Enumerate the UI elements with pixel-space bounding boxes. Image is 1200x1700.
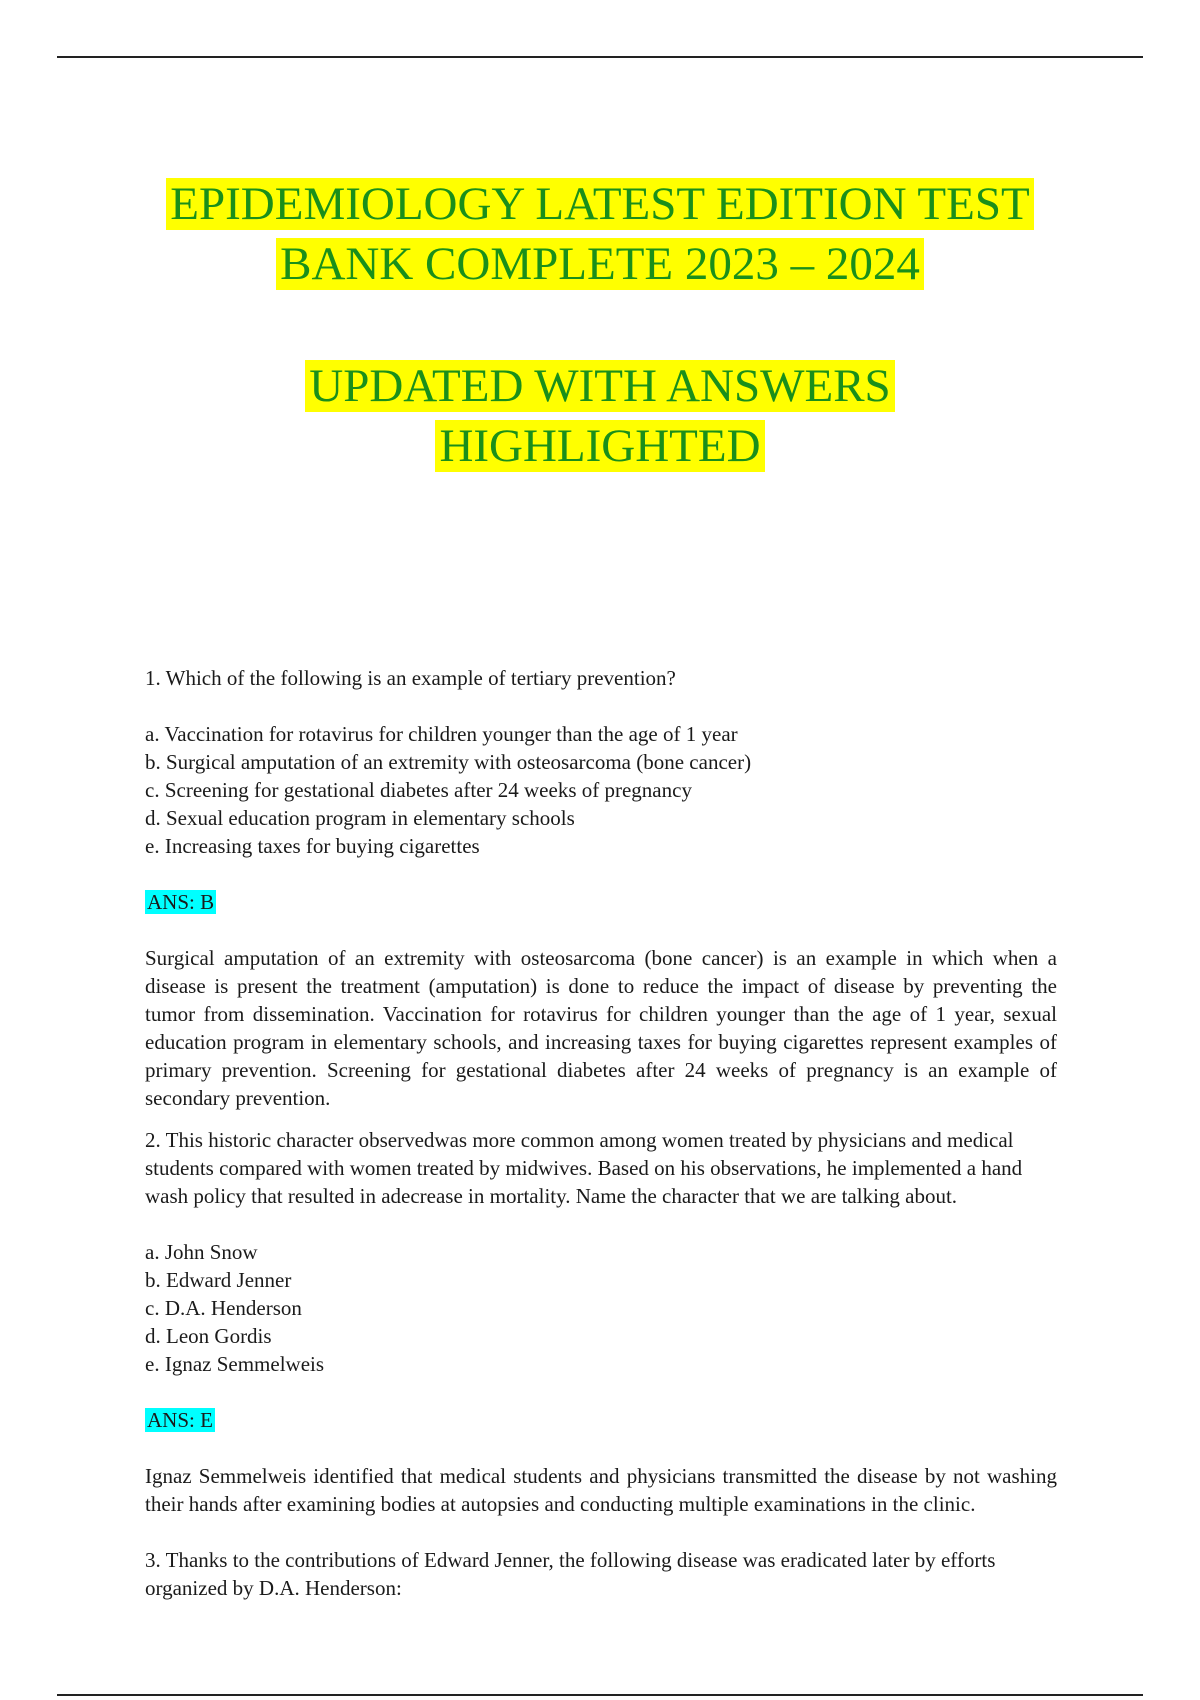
- answer-badge: ANS: B: [147, 890, 215, 914]
- option-c: c. Screening for gestational diabetes after 24 weeks of pregnancy: [145, 778, 692, 802]
- question-block: [145, 664, 1057, 1112]
- answer-line: [145, 888, 1057, 916]
- option-b: b. Edward Jenner: [145, 1268, 292, 1292]
- title-line-2: BANK COMPLETE 2023 – 2024: [276, 238, 924, 290]
- answer-badge: ANS: E: [147, 1408, 213, 1432]
- title-line-4: HIGHLIGHTED: [435, 420, 764, 472]
- question-block: [145, 1126, 1057, 1518]
- bottom-rule: [57, 1694, 1143, 1696]
- option-list: [145, 1238, 1057, 1378]
- question-block: [145, 1546, 1057, 1602]
- option-list: [145, 720, 1057, 860]
- option-b: b. Surgical amputation of an extremity with osteosarcoma (bone cancer): [145, 750, 752, 774]
- title-line-1: EPIDEMIOLOGY LATEST EDITION TEST: [166, 178, 1033, 230]
- option-e: e. Increasing taxes for buying cigarettes: [145, 834, 480, 858]
- answer-rationale: Surgical amputation of an extremity with osteosarcoma (bone cancer) is an example in which when a disease is present the treatment (amputation) is done to reduce the impact of disease by preventing the tumor from dissemination. Vaccination for rotavirus for children younger than the age of 1 year, sexual education program in elementary schools, and increasing taxes for buying cigarettes represent examples of primary prevention. Screening for gestational diabetes after 24 weeks of pregnancy is an example of secondary prevention.: [145, 946, 1057, 1110]
- answer-rationale: Ignaz Semmelweis identified that medical students and physicians transmitted the disease by not washing their hands after examining bodies at autopsies and conducting multiple examinations in the clinic.: [145, 1464, 1057, 1516]
- option-a: a. Vaccination for rotavirus for children younger than the age of 1 year: [145, 722, 738, 746]
- option-e: e. Ignaz Semmelweis: [145, 1352, 325, 1376]
- document-title: [60, 174, 1140, 294]
- option-a: a. John Snow: [145, 1240, 258, 1264]
- question-prompt: 2. This historic character observedwas more common among women treated by physicians and medical students compared with women treated by midwives. Based on his observations, he implemented a hand wash policy that resulted in adecrease in mortality. Name the character that we are talking about.: [145, 1128, 1023, 1208]
- top-rule: [57, 56, 1143, 58]
- option-d: d. Leon Gordis: [145, 1324, 272, 1348]
- question-prompt: 1. Which of the following is an example of tertiary prevention?: [145, 666, 676, 690]
- answer-line: [145, 1406, 1057, 1434]
- option-d: d. Sexual education program in elementary schools: [145, 806, 575, 830]
- title-line-3: UPDATED WITH ANSWERS: [305, 360, 894, 412]
- document-subtitle: [60, 356, 1140, 476]
- question-list: [145, 664, 1057, 1630]
- option-c: c. D.A. Henderson: [145, 1296, 302, 1320]
- question-prompt: 3. Thanks to the contributions of Edward Jenner, the following disease was eradicated later by efforts organized by D.A. Henderson:: [145, 1548, 996, 1600]
